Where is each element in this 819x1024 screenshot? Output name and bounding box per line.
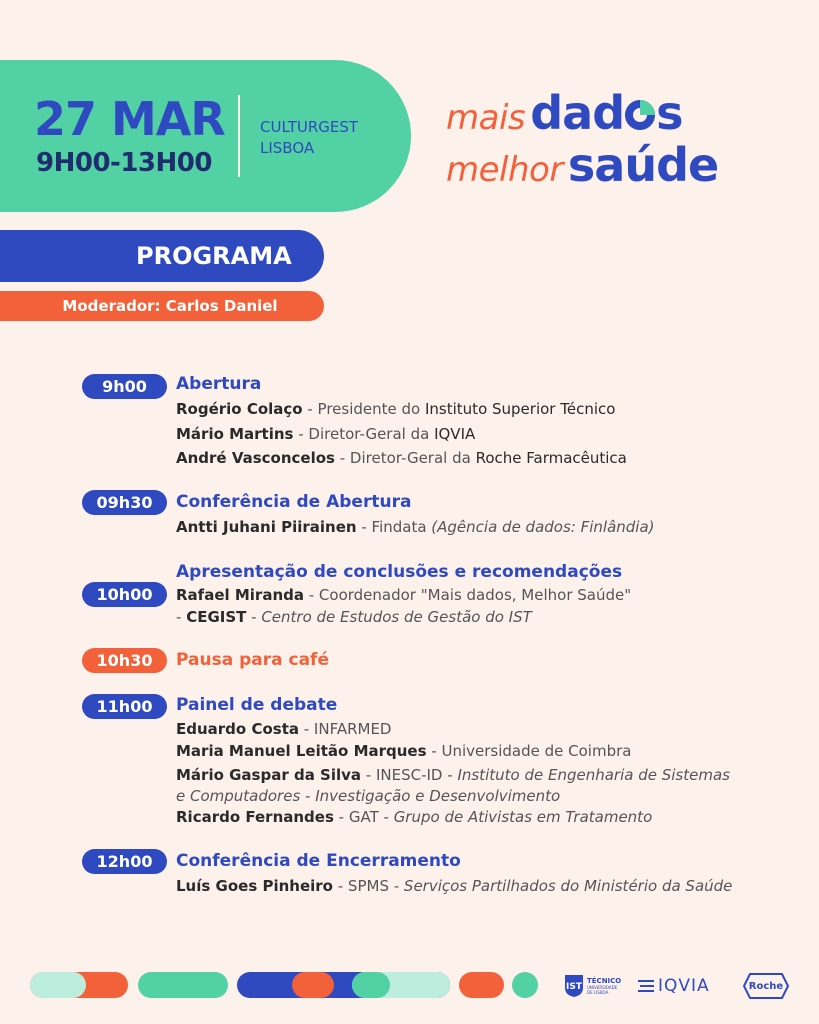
speaker-line: André Vasconcelos - Diretor-Geral da Roche Farmacêutica (176, 449, 627, 467)
speaker-line: Maria Manuel Leitão Marques - Universidade de Coimbra (176, 742, 632, 760)
programa-heading: PROGRAMA (0, 230, 324, 282)
session-title: Conferência de Encerramento (176, 851, 461, 871)
speaker-line: Luís Goes Pinheiro - SPMS - Serviços Partilhados do Ministério da Saúde (176, 877, 733, 895)
footer-pill (459, 972, 504, 998)
time-badge: 11h00 (82, 694, 167, 719)
brand-dados: dad s (530, 86, 683, 140)
chart-o-icon (625, 100, 655, 130)
divider (238, 95, 240, 177)
speaker-line: Eduardo Costa - INFARMED (176, 720, 392, 738)
speaker-line: Mário Martins - Diretor-Geral da IQVIA (176, 425, 476, 443)
tecnico-shield-icon (564, 974, 584, 998)
event-date: 27 MAR (34, 92, 225, 146)
brand-melhor: melhor (446, 150, 563, 190)
speaker-line: Antti Juhani Piirainen - Findata (Agência de dados: Finlândia) (176, 518, 655, 536)
time-badge: 09h30 (82, 490, 167, 515)
footer-pill (292, 972, 334, 998)
session-title: Conferência de Abertura (176, 492, 412, 512)
footer-pill (512, 972, 538, 998)
speaker-line: e Computadores - Investigação e Desenvolvimento (176, 787, 561, 805)
venue-city: LISBOA (260, 139, 315, 157)
tecnico-sub: UNIVERSIDADE DE LISBOA (587, 985, 618, 995)
session-title: Apresentação de conclusões e recomendações (176, 562, 623, 582)
roche-logo (742, 972, 790, 1000)
time-badge: 9h00 (82, 374, 167, 399)
speaker-line: Mário Gaspar da Silva - INESC-ID - Instituto de Engenharia de Sistemas (176, 766, 730, 784)
session-title: Abertura (176, 374, 262, 394)
speaker-line: Rogério Colaço - Presidente do Instituto Superior Técnico (176, 400, 616, 418)
brand-line-1 (446, 86, 718, 138)
venue-name: CULTURGEST (260, 118, 359, 136)
speaker-line: Rafael Miranda - Coordenador "Mais dados, Melhor Saúde" (176, 586, 632, 604)
svg-text:IST: IST (566, 982, 582, 992)
speaker-line: Ricardo Fernandes - GAT - Grupo de Ativistas em Tratamento (176, 808, 653, 826)
tecnico-name: TÉCNICO (587, 977, 622, 985)
footer-pill (30, 972, 86, 998)
session-title: Pausa para café (176, 650, 329, 670)
brand-logo (446, 86, 718, 190)
time-badge: 12h00 (82, 849, 167, 874)
footer-pill (138, 972, 228, 998)
time-badge: 10h00 (82, 582, 167, 607)
moderator-label: Moderador: Carlos Daniel (0, 291, 324, 321)
tecnico-logo (564, 972, 621, 1000)
brand-line-2 (446, 138, 718, 190)
time-badge: 10h30 (82, 648, 167, 673)
roche-text: Roche (748, 980, 784, 992)
venue (260, 117, 358, 159)
session-title: Painel de debate (176, 695, 338, 715)
event-time: 9H00-13H00 (36, 148, 212, 178)
iqvia-logo (638, 972, 710, 1000)
brand-saude: saúde (567, 138, 719, 192)
iqvia-text: IQVIA (658, 976, 710, 996)
footer-pill (352, 972, 390, 998)
brand-mais: mais (446, 98, 526, 138)
iqvia-lines-icon (638, 979, 656, 993)
speaker-line: - CEGIST - Centro de Estudos de Gestão do IST (176, 608, 532, 626)
